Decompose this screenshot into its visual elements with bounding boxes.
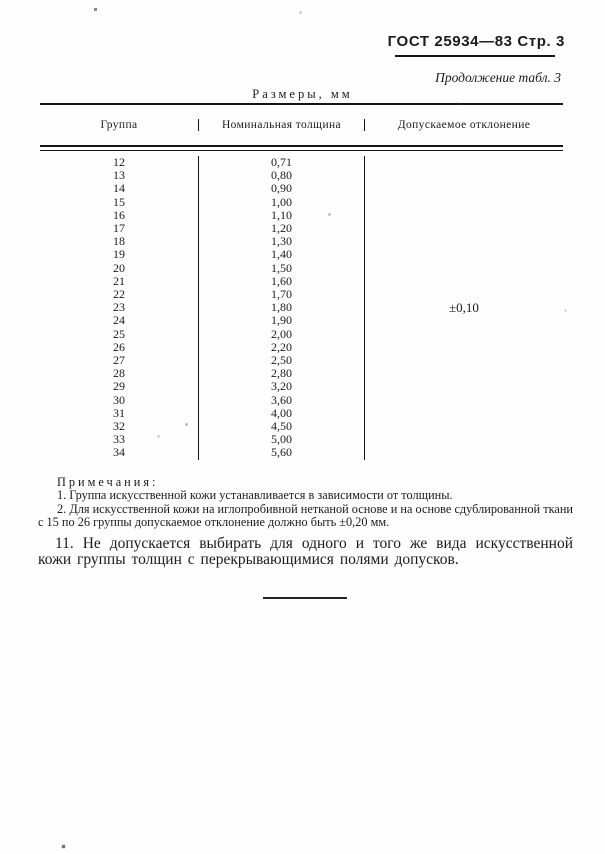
table-row-group: 21 xyxy=(113,273,125,288)
doc-header: ГОСТ 25934—83 Стр. 3 xyxy=(387,33,565,50)
table-row-thickness: 2,20 xyxy=(271,339,292,354)
paragraph-11: 11. Не допускается выбирать для одного и того же вида искусственной кожи группы толщин с перекрывающимися полями допусков. xyxy=(38,535,573,568)
table-row-group: 14 xyxy=(113,181,125,196)
table-row-thickness: 1,30 xyxy=(271,234,292,249)
column-group-cells xyxy=(40,156,198,460)
header-underline xyxy=(395,55,555,57)
table-row-thickness: 2,50 xyxy=(271,353,292,368)
table-row-group: 19 xyxy=(113,247,125,262)
table-row-group: 32 xyxy=(113,419,125,434)
table-row-thickness: 4,00 xyxy=(271,405,292,420)
table-row-group: 25 xyxy=(113,326,125,341)
table-row-group: 15 xyxy=(113,194,125,209)
table-row-thickness: 1,50 xyxy=(271,260,292,275)
notes-title: Примечания: xyxy=(57,474,159,489)
table-row-group: 12 xyxy=(113,155,125,169)
table-row-thickness: 1,40 xyxy=(271,247,292,262)
table-row-group: 16 xyxy=(113,207,125,222)
table-row-thickness: 0,71 xyxy=(271,155,292,169)
table-row-thickness: 0,90 xyxy=(271,181,292,196)
table-row-group: 13 xyxy=(113,168,125,183)
table-row-group: 23 xyxy=(113,300,125,315)
table-row-group: 27 xyxy=(113,353,125,368)
table-row-group: 20 xyxy=(113,260,125,275)
table-row-group: 17 xyxy=(113,221,125,236)
table-row-thickness: 3,60 xyxy=(271,392,292,407)
note-item-1: 1. Группа искусственной кожи устанавливается в зависимости от толщины. xyxy=(57,488,453,503)
table-row-group: 34 xyxy=(113,445,125,460)
table-row-thickness: 1,60 xyxy=(271,273,292,288)
table-body xyxy=(40,151,563,467)
notes-block xyxy=(38,476,573,530)
table-row-thickness: 4,50 xyxy=(271,419,292,434)
table-row-group: 18 xyxy=(113,234,125,249)
table-row-thickness: 2,00 xyxy=(271,326,292,341)
column-header-tolerance: Допускаемое отклонение xyxy=(364,119,563,131)
table-row-thickness: 5,00 xyxy=(271,432,292,447)
table-row-thickness: 1,90 xyxy=(271,313,292,328)
table-row-group: 29 xyxy=(113,379,125,394)
table-row-thickness: 1,20 xyxy=(271,221,292,236)
table-row-thickness: 3,20 xyxy=(271,379,292,394)
thickness-table xyxy=(40,103,563,467)
column-header-group: Группа xyxy=(100,119,138,131)
table-header-row xyxy=(40,105,563,145)
note-item-2: 2. Для искусственной кожи на иглопробивной нетканой основе и на основе сдублированной ткани с 15 по 26 группы допускаемое отклонение должно быть ±0,20 мм. xyxy=(38,501,573,530)
table-row-thickness: 1,10 xyxy=(271,207,292,222)
table-row-thickness: 1,70 xyxy=(271,287,292,302)
table-row-group: 28 xyxy=(113,366,125,381)
table-row-group: 30 xyxy=(113,392,125,407)
section-end-divider xyxy=(263,597,347,599)
table-row-group: 33 xyxy=(113,432,125,447)
column-thickness-cells xyxy=(198,156,364,460)
table-row-group: 31 xyxy=(113,405,125,420)
table-row-group: 22 xyxy=(113,287,125,302)
table-row-thickness: 1,80 xyxy=(271,300,292,315)
tolerance-value: ±0,10 xyxy=(364,156,563,460)
table-row-thickness: 2,80 xyxy=(271,366,292,381)
column-header-thickness: Номинальная толщина xyxy=(198,119,364,131)
table-row-thickness: 0,80 xyxy=(271,168,292,183)
table-row-thickness: 1,00 xyxy=(271,194,292,209)
table-row-group: 26 xyxy=(113,339,125,354)
table-row-thickness: 5,60 xyxy=(271,445,292,460)
table-continuation-caption: Продолжение табл. 3 xyxy=(435,70,561,85)
scan-speckles xyxy=(0,0,1,1)
table-row-group: 24 xyxy=(113,313,125,328)
units-caption: Размеры, мм xyxy=(252,87,353,101)
